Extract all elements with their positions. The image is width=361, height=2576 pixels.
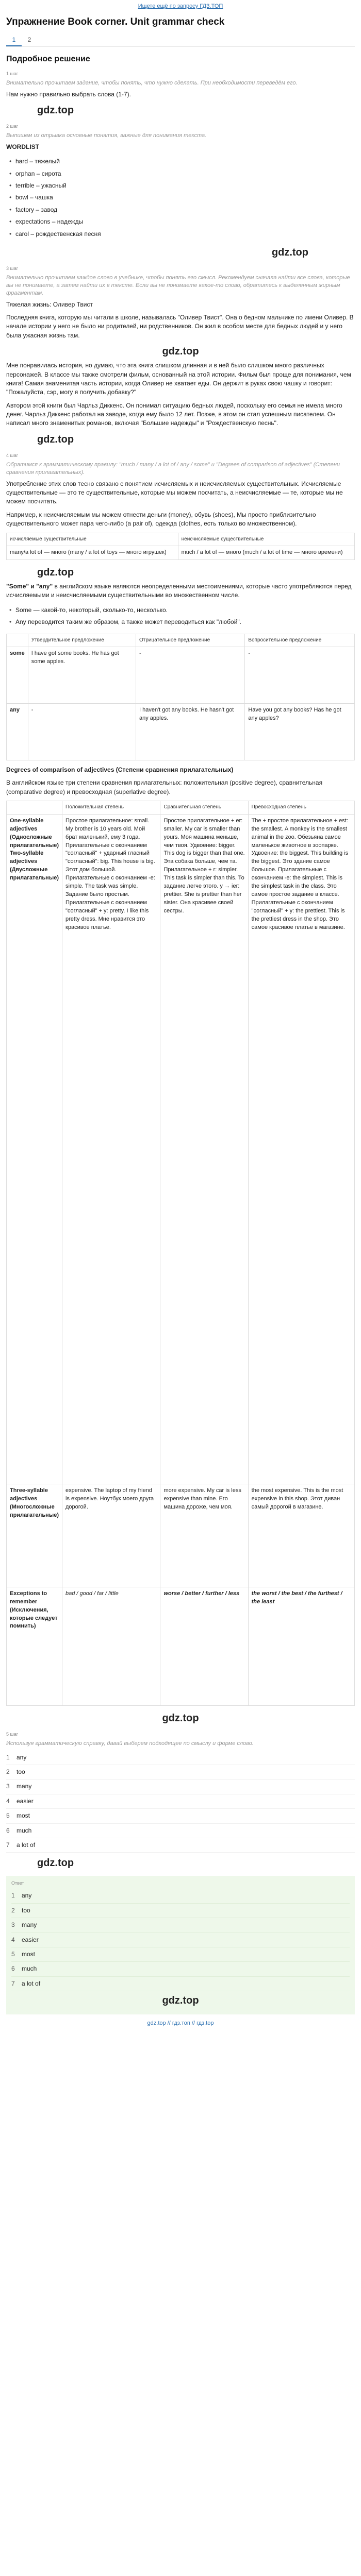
list-item: 1 any (6, 1751, 355, 1765)
table-cell: I haven't got any books. He hasn't got any apples. (136, 704, 244, 760)
list-item: 5 most (6, 1809, 355, 1823)
table-header: Положительная степень (62, 801, 160, 815)
step-3-label: 3 шаг (6, 265, 19, 271)
list-item: 6 much (11, 1962, 350, 1976)
answer-box (6, 1876, 355, 2014)
table-row (7, 1587, 355, 1705)
list-item: 1 any (11, 1889, 350, 1903)
list-item: • expectations – надежды (6, 216, 355, 228)
some-any-table (6, 634, 355, 761)
step-4-label: 4 шаг (6, 452, 19, 458)
footer-links[interactable]: gdz.top // гдз.топ // гдз.top (147, 2020, 214, 2027)
step-1-label: 1 шаг (6, 71, 19, 76)
list-item: 2 too (11, 1904, 350, 1918)
table-cell: more expensive. My car is less expensive than mine. Его машина дороже, чем моя. (160, 1484, 248, 1587)
some-any-heading: "Some" и "any" (6, 582, 53, 590)
table-row (7, 1484, 355, 1587)
table-header: Вопросительное предложение (245, 634, 355, 647)
solution-heading: Подробное решение (6, 55, 90, 64)
watermark: gdz.top (271, 246, 308, 258)
step-1-hint: Внимательно прочитаем задание, чтобы понять, что нужно сделать. При необходимости переведём его. (6, 79, 298, 86)
some-any-list (6, 604, 355, 629)
list-item: 7 a lot of (6, 1838, 355, 1853)
watermark: gdz.top (37, 104, 74, 116)
table-row (7, 814, 355, 1484)
table-cell: I have got some books. He has got some apples. (28, 647, 136, 704)
step-4-hint: Обратимся к грамматическому правилу: "much / many / a lot of / any / some" и "Degrees of comparison of adjectives" (Степени сравнения прилагательных). (6, 461, 340, 476)
table-cell: - (245, 647, 355, 704)
paragraph: Автором этой книги был Чарльз Диккенс. Он понимал ситуацию бедных людей, поскольку его семья не имела много денег. Чарльз Диккенс работал на заводе, когда ему было 12 лет. Позже, в этом он стал успешным писателем. Он написал много знаменитых романов, включая "Большие надежды" и "Рождественскую песнь". (6, 401, 342, 427)
table-header: неисчисляемые существительные (178, 533, 354, 546)
paragraph: Тяжелая жизнь: Оливер Твист (6, 300, 93, 308)
table-cell: some (7, 647, 28, 704)
table-cell: Exceptions to remember (Исключения, которые следует помнить) (7, 1587, 62, 1705)
list-item: • orphan – сирота (6, 168, 355, 180)
list-item: 5 most (11, 1947, 350, 1962)
table-row (7, 546, 355, 560)
table-header: Сравнительная степень (160, 801, 248, 815)
table-cell: worse / better / further / less (160, 1587, 248, 1705)
list-item: 4 easier (6, 1794, 355, 1809)
table-cell: bad / good / far / little (62, 1587, 160, 1705)
step-2-hint: Выпишем из отрывка основные понятия, важные для понимания текста. (6, 132, 207, 139)
list-item: 2 too (6, 1765, 355, 1780)
table-cell: The + простое прилагательное + est: the smallest. A monkey is the smallest animal in the zoo. Обезьяна самое маленькое животное в зоопарке. Удвоение: the biggest. This building is the biggest. Это здание самое большое. Прилагательные с окончанием -e: the simplest. This is the simplest task in the class. Это самое простое задание в классе. Прилагательные с окончанием "согласный" + y: the prettiest. This is the prettiest dress in the shop. Это самое красивое платье в магазине. (248, 814, 354, 1484)
step-5-hint: Используя грамматическую справку, давай выберем подходящее по смыслу и форме слово. (6, 1740, 254, 1747)
page-title: Упражнение Book corner. Unit grammar check (6, 16, 225, 27)
table-header: исчисляемые существительные (7, 533, 178, 546)
watermark: gdz.top (37, 566, 74, 578)
table-cell: - (136, 647, 244, 704)
wordlist-heading: WORDLIST (6, 143, 39, 150)
table-cell: Простое прилагательное + er: smaller. My car is smaller than yours. Моя машина меньше, чем твоя. Удвоение: bigger. This dog is bigger than that one. Эта собака больше, чем та. Прилагательное + r: simpler. This task is simpler than this. То задание легче этого. y → ier: prettier. She is prettier than her sister. Она красивее своей сестры. (160, 814, 248, 1484)
table-header: Утвердительное предложение (28, 634, 136, 647)
list-item: 3 many (6, 1780, 355, 1794)
step-2-label: 2 шаг (6, 123, 19, 129)
paragraph: Например, к неисчисляемым мы можем отнести деньги (money), обувь (shoes), Мы просто приблизительно существительного может пара чего-либо (a pair of), одежда (clothes, есть только во множественном). (6, 511, 316, 528)
table-cell: Простое прилагательное: small. My brother is 10 years old. Мой брат маленький, ему 3 года. Прилагательные с окончанием "согласный" + ударный гласный "согласный": big. This house is big. Этот дом большой. Прилагательные с окончанием -e: simple. The task was simple. Задание было простым. Прилагательные с окончанием "согласный" + y: pretty. I like this pretty dress. Мне нравится это красивое платье. (62, 814, 160, 1484)
tab-1[interactable]: 1 (6, 33, 22, 46)
countable-table (6, 533, 355, 560)
list-item: • terrible – ужасный (6, 180, 355, 192)
tab-2[interactable]: 2 (27, 36, 31, 44)
answer-label: Ответ (11, 1880, 24, 1886)
table-cell: the most expensive. This is the most expensive in this shop. Этот диван самый дорогой в магазине. (248, 1484, 354, 1587)
degrees-text: В английском языке три степени сравнения прилагательных: положительная (positive degree), сравнительная (comparative degree) и превосходная (superlative degree). (6, 779, 323, 795)
watermark: gdz.top (37, 1857, 74, 1869)
some-any-text: в английском языке являются неопределенными местоимениями, которые часто употребляются перед исчисляемыми и неисчисляемыми существительными во множественном числе. (6, 582, 352, 599)
table-cell: One-syllable adjectives (Односложные прилагательные) Two-syllable adjectives (Двусложные прилагательные) (7, 814, 62, 1484)
table-cell: Have you got any books? Has he got any apples? (245, 704, 355, 760)
watermark: gdz.top (162, 1712, 199, 1724)
table-cell: any (7, 704, 28, 760)
step-5-label: 5 шаг (6, 1731, 19, 1737)
list-item: • factory – завод (6, 204, 355, 216)
list-item: • bowl – чашка (6, 192, 355, 204)
paragraph: Мне понравилась история, но думаю, что эта книга слишком длинная и в ней было слишком много различных персонажей. В классе мы также смотрели фильм, основанный на этой истории. Фильм был проще для понимания, чем книга! Самая знаменитая часть истории, когда Оливер не хватает еды. Он держит в руках свою чашку и говорит: "Пожалуйста, сэр, могу я получить добавку?" (6, 362, 351, 396)
watermark: gdz.top (162, 1995, 199, 2007)
table-row (7, 647, 355, 704)
list-item: 6 much (6, 1824, 355, 1838)
watermark: gdz.top (37, 433, 74, 445)
table-cell: - (28, 704, 136, 760)
list-item: • Some — какой-то, некоторый, сколько-то, несколько. (6, 604, 355, 616)
table-cell: many/a lot of — много (many / a lot of toys — много игрушек) (7, 546, 178, 560)
solution-tabs (6, 33, 355, 47)
paragraph: Последняя книга, которую мы читали в школе, называлась "Оливер Твист". Она о бедном мальчике по имени Оливер. В начале истории у него не было ни родителей, ни родственников. Он жил в особом месте для бедных людей и у него была ужасная жизнь там. (6, 313, 354, 339)
table-cell: the worst / the best / the furthest / the least (248, 1587, 354, 1705)
search-link[interactable]: Ищете ещё по запросу ГДЗ.ТОП (138, 3, 223, 9)
table-header: Отрицательное предложение (136, 634, 244, 647)
wordlist (6, 156, 355, 240)
list-item: • Any переводится таким же образом, а также может переводиться как "любой". (6, 616, 355, 628)
table-header (7, 801, 62, 815)
list-item: • hard – тяжелый (6, 156, 355, 167)
degrees-table (6, 801, 355, 1706)
list-item: 3 many (11, 1918, 350, 1933)
list-item: 4 easier (11, 1933, 350, 1947)
step-3-hint: Внимательно прочитаем каждое слово в учебнике, чтобы понять его смысл. Рекомендуем сначала найти все слова, которые вы не понимаете, а затем найти их в тексте. Если вы не понимаете какое-то слово, обратитесь к выделенным жирным фрагментам. (6, 275, 350, 296)
paragraph: Употребление этих слов тесно связано с понятием исчисляемых и неисчисляемых существительных. Исчисляемые существительные — это те существительные, которые мы можем посчитать, а неисчисляемые — те, которые мы не можем посчитать. (6, 480, 343, 505)
table-cell: much / a lot of — много (much / a lot of time — много времени) (178, 546, 354, 560)
watermark: gdz.top (162, 346, 199, 358)
table-header (7, 634, 28, 647)
table-cell: Three-syllable adjectives (Многосложные прилагательные) (7, 1484, 62, 1587)
degrees-heading: Degrees of comparison of adjectives (Степени сравнения прилагательных) (6, 766, 234, 774)
list-item: • carol – рождественская песня (6, 228, 355, 240)
table-row (7, 704, 355, 760)
table-header: Превосходная степень (248, 801, 354, 815)
list-item: 7 a lot of (11, 1977, 350, 1991)
answers-list (6, 1751, 355, 1853)
step-1-text: Нам нужно правильно выбрать слова (1-7). (6, 90, 131, 98)
table-cell: expensive. The laptop of my friend is expensive. Ноутбук моего друга дорогой. (62, 1484, 160, 1587)
